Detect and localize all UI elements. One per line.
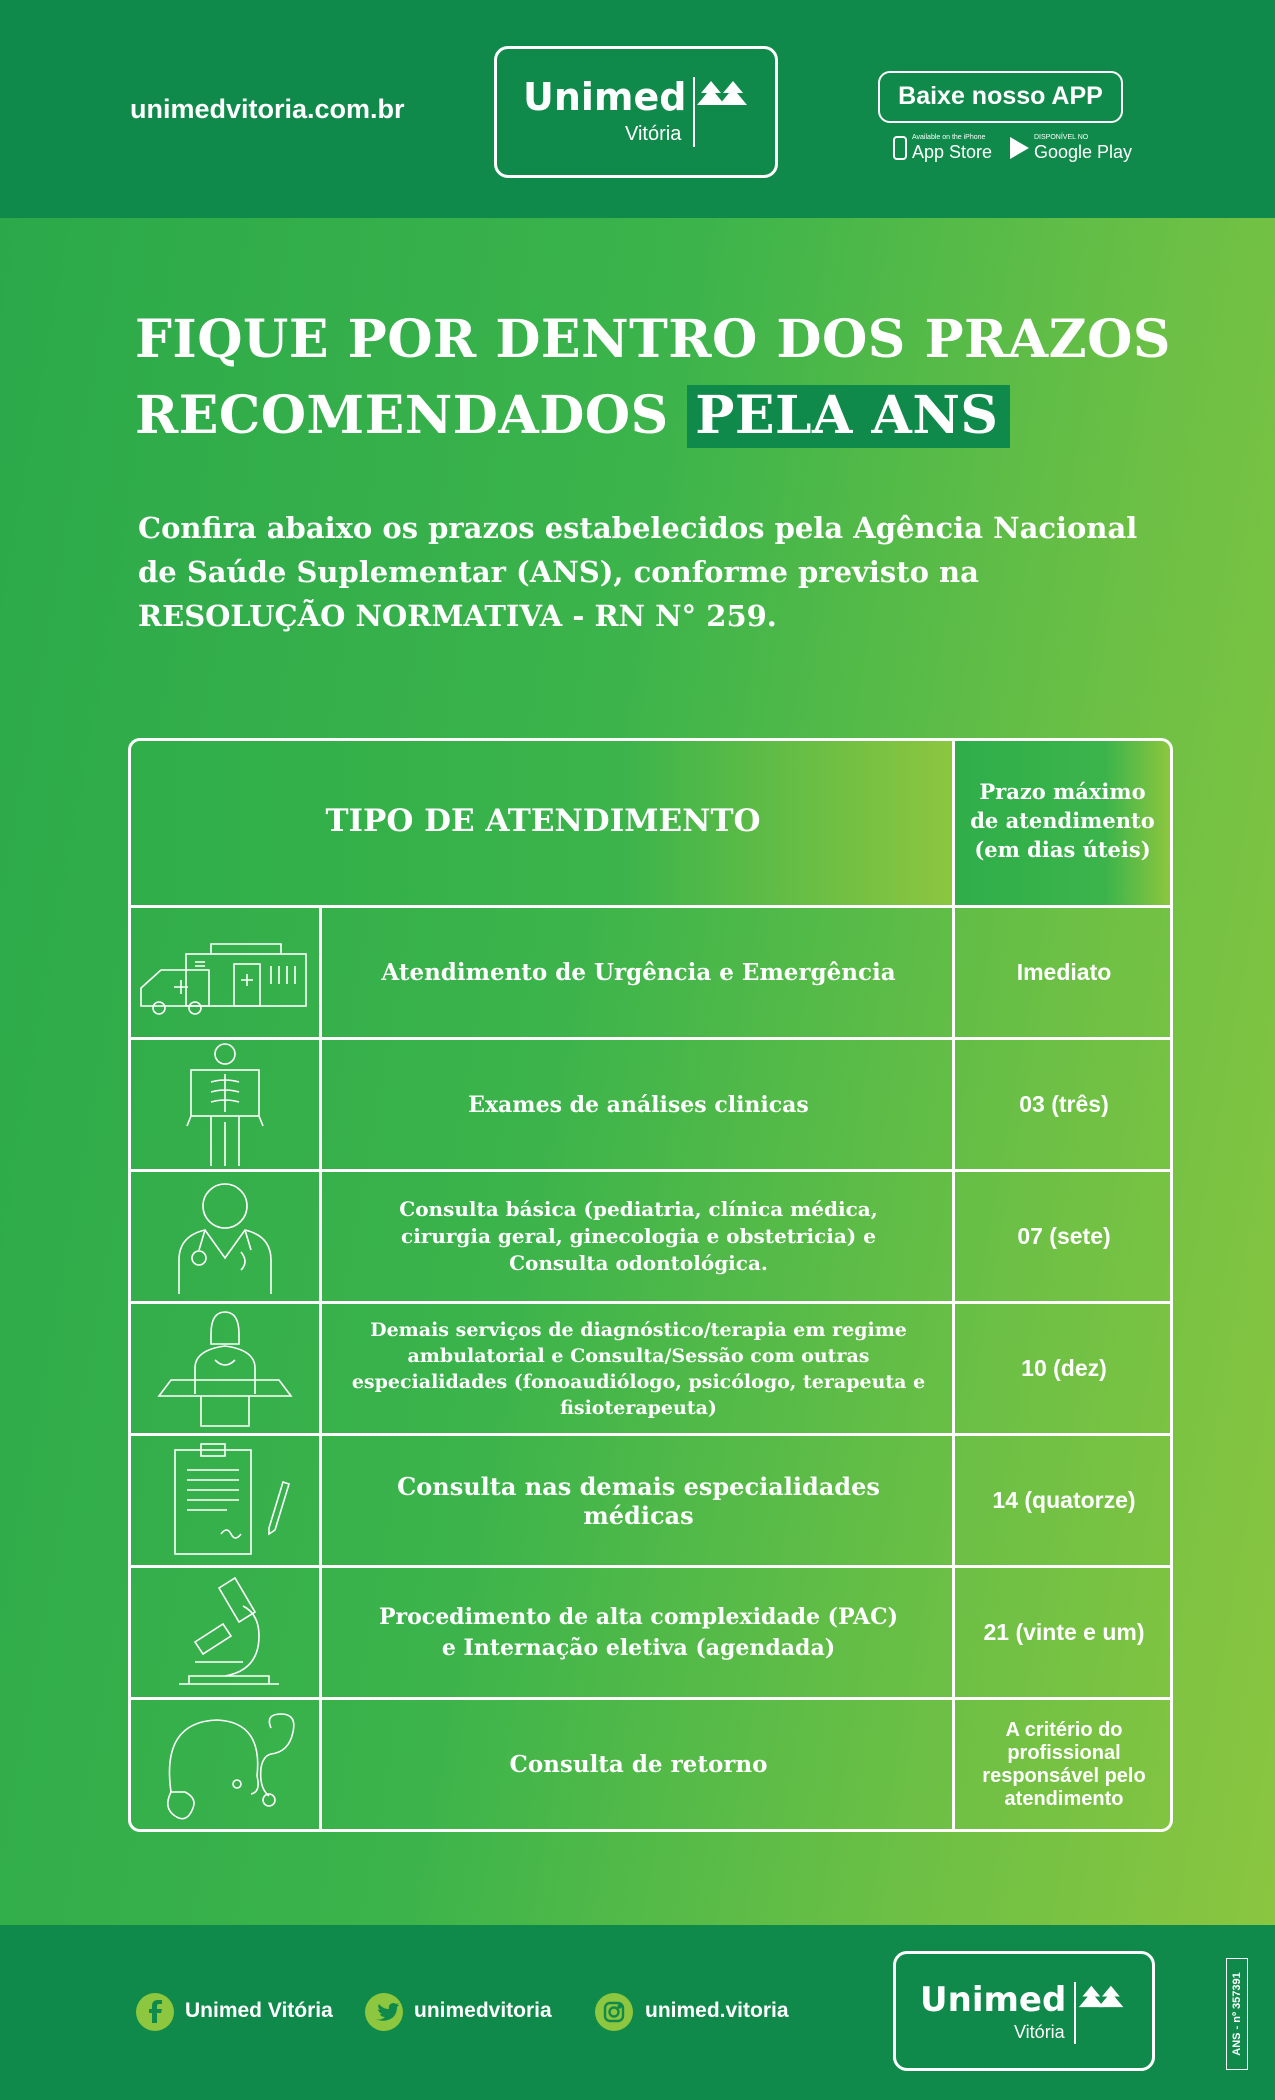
table-row-deadline: 10 (dez) bbox=[1021, 1355, 1107, 1381]
microscope-icon bbox=[131, 1568, 319, 1697]
table-row-deadline: 21 (vinte e um) bbox=[983, 1619, 1145, 1645]
unimed-logo[interactable] bbox=[494, 46, 778, 178]
table-row-deadline: 03 (três) bbox=[1019, 1091, 1109, 1117]
twitter-icon[interactable] bbox=[365, 1993, 403, 2031]
intro-text: Confira abaixo os prazos estabelecidos pela Agência Nacional de Saúde Suplementar (ANS), conforme previsto na RESOLUÇÃO NORMATIVA - RN N° 259. bbox=[138, 511, 1138, 633]
google-play-link[interactable]: DISPONÍVEL NO Google Play bbox=[1034, 134, 1133, 162]
download-app-button[interactable]: Baixe nosso APP bbox=[878, 71, 1123, 123]
facebook-link[interactable]: Unimed Vitória bbox=[185, 1999, 333, 2022]
table-row-type: Exames de análises clinicas bbox=[468, 1091, 809, 1118]
unimed-tree-icon bbox=[1078, 1984, 1126, 2016]
logo-brand: Unimed bbox=[920, 1980, 1067, 2020]
twitter-link[interactable]: unimedvitoria bbox=[414, 1999, 552, 2022]
facebook-icon[interactable] bbox=[136, 1993, 174, 2031]
unimed-tree-icon bbox=[697, 79, 749, 115]
title-line-1: FIQUE POR DENTRO DOS PRAZOS bbox=[135, 309, 1171, 370]
table-row-deadline: A critério do profissional responsável pelo atendimento bbox=[982, 1718, 1146, 1810]
instagram-link[interactable]: unimed.vitoria bbox=[645, 1999, 789, 2022]
title-highlight: PELA ANS bbox=[687, 385, 1010, 448]
stethoscope-icon bbox=[131, 1700, 319, 1829]
apple-icon bbox=[893, 136, 907, 160]
logo-divider bbox=[693, 77, 695, 147]
logo-brand: Unimed bbox=[523, 75, 687, 119]
page-title bbox=[135, 302, 1171, 454]
ambulance-hospital-icon bbox=[131, 908, 319, 1037]
logo-city: Vitória bbox=[1014, 2022, 1065, 2042]
website-link[interactable]: unimedvitoria.com.br bbox=[130, 94, 405, 124]
ans-register-badge: ANS - nº 357391 bbox=[1226, 1958, 1248, 2070]
table-header-deadline: Prazo máximo de atendimento (em dias úteis) bbox=[955, 741, 1170, 906]
doctor-desk-icon bbox=[131, 1304, 319, 1433]
table-row-type: Demais serviços de diagnóstico/terapia em regime ambulatorial e Consulta/Sessão com outras especialidades (fonoaudiólogo, psicólogo, terapeuta e fisioterapeuta) bbox=[351, 1318, 926, 1419]
table-row-type: Consulta de retorno bbox=[509, 1751, 768, 1778]
table-row-type: Consulta básica (pediatria, clínica médica, cirurgia geral, ginecologia e obstetricia) e Consulta odontológica. bbox=[399, 1197, 878, 1275]
google-play-icon bbox=[1008, 136, 1030, 160]
logo-city: Vitória bbox=[625, 123, 682, 145]
clipboard-pen-icon bbox=[131, 1436, 319, 1565]
app-store-link[interactable]: Available on the iPhone App Store bbox=[912, 134, 993, 162]
instagram-icon[interactable] bbox=[595, 1993, 633, 2031]
deadlines-table bbox=[128, 738, 1173, 1832]
table-header-type: TIPO DE ATENDIMENTO bbox=[131, 741, 955, 906]
table-row-type: Procedimento de alta complexidade (PAC) e Internação eletiva (agendada) bbox=[378, 1603, 898, 1661]
table-row-type: Consulta nas demais especialidades médicas bbox=[397, 1471, 880, 1530]
table-row-type: Atendimento de Urgência e Emergência bbox=[381, 959, 896, 986]
doctor-icon bbox=[131, 1172, 319, 1301]
logo-divider bbox=[1074, 1982, 1076, 2044]
title-line-2: RECOMENDADOS PELA ANS bbox=[135, 378, 1171, 454]
xray-person-icon bbox=[131, 1040, 319, 1169]
unimed-footer-logo[interactable] bbox=[893, 1951, 1155, 2071]
table-row-deadline: Imediato bbox=[1016, 959, 1112, 985]
table-row-deadline: 07 (sete) bbox=[1017, 1223, 1111, 1249]
table-row-deadline: 14 (quatorze) bbox=[992, 1487, 1136, 1513]
